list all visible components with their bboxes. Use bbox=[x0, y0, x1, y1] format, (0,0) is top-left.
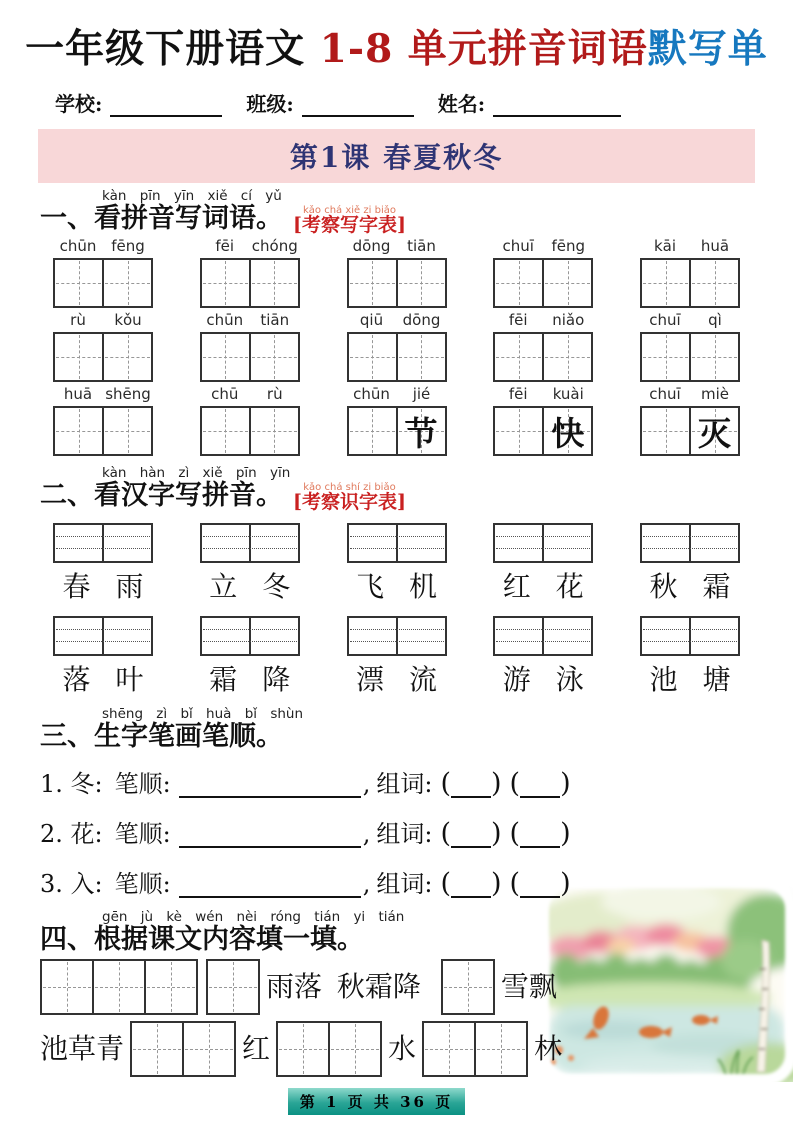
pinyin-grid-cell bbox=[495, 525, 542, 561]
word-building-label: 组词: bbox=[376, 820, 433, 848]
tianzige-box bbox=[347, 332, 447, 382]
lesson-banner: 第1课 春夏秋冬 bbox=[38, 129, 755, 183]
prefilled-character bbox=[691, 260, 738, 306]
pinyin-grid-cell bbox=[642, 618, 689, 654]
pinyin-syllable: tiān bbox=[407, 237, 436, 255]
tianzige-box bbox=[640, 332, 740, 382]
fill-in-text: 水 bbox=[388, 1032, 417, 1065]
pinyin-writing-grid bbox=[640, 523, 740, 563]
answer-blank-line bbox=[520, 846, 560, 848]
section1-tag bbox=[293, 206, 406, 235]
pinyin-label bbox=[493, 237, 593, 258]
stroke-order-label: 笔顺: bbox=[114, 870, 171, 898]
tianzige-cell bbox=[544, 408, 591, 454]
tianzige-cell bbox=[691, 334, 738, 380]
section2-title: 二、看汉字写拼音。 bbox=[40, 480, 283, 511]
pinyin-writing-grid bbox=[200, 523, 300, 563]
pinyin-grid-cell bbox=[542, 618, 591, 654]
paren-close: ) bbox=[560, 768, 571, 799]
hanzi-word: 立 冬 bbox=[209, 570, 291, 603]
section1-title: 一、看拼音写词语。 bbox=[40, 203, 283, 234]
pinyin-syllable: kuài bbox=[552, 385, 584, 403]
stroke-order-label: 笔顺: bbox=[114, 770, 171, 798]
tianzige-cell bbox=[476, 1023, 526, 1075]
section2-tag-pinyin: kǎo chá shí zi biǎo bbox=[303, 482, 396, 493]
section3-title: 三、生字笔画笔顺。 bbox=[40, 721, 283, 752]
school-label: 学校: bbox=[55, 92, 103, 116]
answer-blank-line bbox=[451, 796, 491, 798]
tianzige-box-2cell bbox=[422, 1021, 528, 1077]
hanzi-word: 落 叶 bbox=[62, 663, 144, 696]
paren-close: ) bbox=[491, 868, 502, 899]
pinyin-grid-cell bbox=[396, 618, 445, 654]
pinyin-syllable: chūn bbox=[59, 237, 97, 255]
pinyin-grid-cell bbox=[495, 618, 542, 654]
comma: , bbox=[362, 770, 371, 798]
class-blank-line bbox=[302, 94, 414, 117]
tianzige-cell bbox=[642, 334, 691, 380]
word-grid bbox=[640, 311, 740, 382]
answer-parentheses bbox=[510, 816, 571, 852]
fill-in-text: 雨落 秋霜降 bbox=[266, 970, 421, 1003]
pinyin-syllable: rù bbox=[266, 385, 283, 403]
pinyin-label bbox=[347, 237, 447, 258]
paren-open: ( bbox=[509, 818, 521, 849]
word-grid bbox=[347, 311, 447, 382]
hanzi-word-item bbox=[53, 616, 153, 697]
hanzi-word-item bbox=[53, 523, 153, 604]
tianzige-cell bbox=[55, 408, 104, 454]
answer-parentheses bbox=[440, 866, 501, 902]
paren-open: ( bbox=[440, 868, 451, 899]
stroke-order-item bbox=[40, 766, 753, 802]
word-grid bbox=[200, 311, 300, 382]
fill-in-row-1 bbox=[40, 959, 753, 1015]
pinyin-syllable: chuī bbox=[649, 385, 681, 403]
pinyin-syllable: miè bbox=[700, 385, 729, 403]
pinyin-syllable: niǎo bbox=[552, 311, 585, 329]
paren-open: ( bbox=[440, 818, 451, 849]
fill-in-text: 林 bbox=[534, 1032, 563, 1065]
title-blue: 默写单 bbox=[647, 26, 768, 72]
pinyin-grid-cell bbox=[689, 618, 738, 654]
tianzige-cell bbox=[398, 334, 445, 380]
tianzige-cell bbox=[398, 260, 445, 306]
prefilled-character: 快 bbox=[551, 413, 585, 453]
tianzige-cell bbox=[104, 334, 151, 380]
tianzige-cell bbox=[55, 334, 104, 380]
tianzige-box bbox=[347, 258, 447, 308]
hanzi-word-item bbox=[347, 616, 447, 697]
tianzige-cell bbox=[495, 334, 544, 380]
hanzi-word-item bbox=[347, 523, 447, 604]
tianzige-box bbox=[53, 258, 153, 308]
school-blank-line bbox=[110, 94, 222, 117]
tianzige-box bbox=[53, 332, 153, 382]
pinyin-grid-cell bbox=[249, 618, 298, 654]
tianzige-cell bbox=[104, 260, 151, 306]
tianzige-box bbox=[200, 258, 300, 308]
name-label: 姓名: bbox=[437, 92, 486, 116]
pinyin-grid-cell bbox=[102, 618, 151, 654]
paren-close: ) bbox=[491, 768, 502, 799]
tianzige-cell bbox=[642, 260, 691, 306]
pinyin-writing-grid bbox=[200, 616, 300, 656]
word-grid bbox=[200, 385, 300, 456]
pinyin-label bbox=[200, 237, 300, 258]
hanzi-word: 池 塘 bbox=[649, 663, 731, 696]
pinyin-syllable: jié bbox=[412, 385, 431, 403]
word-grid bbox=[200, 237, 300, 308]
prefilled-character: 节 bbox=[404, 413, 438, 453]
hanzi-word-row-1 bbox=[53, 523, 740, 604]
tianzige-cell bbox=[55, 260, 104, 306]
section4-pinyin: gēn jù kè wén nèi róng tián yi tián bbox=[102, 909, 405, 925]
word-grid bbox=[53, 311, 153, 382]
prefilled-character bbox=[251, 408, 298, 454]
prefilled-character bbox=[544, 334, 591, 380]
page-title bbox=[0, 18, 793, 74]
tianzige-box bbox=[53, 406, 153, 456]
pinyin-writing-grid bbox=[347, 523, 447, 563]
pinyin-grid-cell bbox=[202, 525, 249, 561]
section1-header bbox=[40, 189, 753, 234]
pinyin-syllable: chuī bbox=[649, 311, 681, 329]
fill-in-text: 池草青 bbox=[40, 1032, 125, 1065]
tianzige-cell bbox=[691, 408, 738, 454]
pinyin-syllable: qiū bbox=[359, 311, 384, 329]
pinyin-syllable: kǒu bbox=[114, 311, 142, 329]
fill-in-row-2 bbox=[40, 1021, 753, 1077]
tianzige-box-3cell bbox=[40, 959, 198, 1015]
hanzi-word: 春 雨 bbox=[62, 570, 144, 603]
comma: , bbox=[362, 820, 371, 848]
prefilled-character bbox=[251, 260, 298, 306]
pinyin-syllable: chūn bbox=[353, 385, 390, 403]
pinyin-label bbox=[640, 237, 740, 258]
pinyin-syllable: dōng bbox=[402, 311, 441, 329]
section4-title: 四、根据课文内容填一填。 bbox=[40, 924, 364, 955]
tianzige-box bbox=[493, 406, 593, 456]
word-grid bbox=[347, 237, 447, 308]
item-character-label: 3. 入: bbox=[40, 870, 103, 898]
tianzige-cell bbox=[251, 260, 298, 306]
pinyin-label bbox=[493, 311, 593, 332]
pinyin-label bbox=[640, 311, 740, 332]
pinyin-word-row-2 bbox=[53, 311, 740, 382]
answer-parentheses bbox=[510, 866, 571, 902]
pinyin-grid-cell bbox=[396, 525, 445, 561]
tianzige-box bbox=[200, 332, 300, 382]
word-grid bbox=[347, 385, 447, 456]
pinyin-grid-cell bbox=[102, 525, 151, 561]
pinyin-grid-cell bbox=[689, 525, 738, 561]
pinyin-syllable: fēng bbox=[551, 237, 586, 255]
section1-pinyin: kàn pīn yīn xiě cí yǔ bbox=[102, 188, 282, 204]
tianzige-box bbox=[493, 258, 593, 308]
paren-open: ( bbox=[509, 768, 521, 799]
section4-header bbox=[40, 910, 753, 955]
answer-blank-line bbox=[520, 896, 560, 898]
section2-tag bbox=[293, 483, 406, 512]
prefilled-character bbox=[251, 334, 298, 380]
section2-pinyin: kàn hàn zì xiě pīn yīn bbox=[102, 465, 291, 481]
pinyin-word-row-1 bbox=[53, 237, 740, 308]
pinyin-syllable: chuī bbox=[502, 237, 534, 255]
tianzige-cell bbox=[278, 1023, 330, 1075]
pinyin-label bbox=[53, 237, 153, 258]
prefilled-character bbox=[104, 260, 151, 306]
pinyin-syllable: shēng bbox=[105, 385, 151, 403]
pinyin-syllable: chóng bbox=[251, 237, 298, 255]
tianzige-cell bbox=[398, 408, 445, 454]
tianzige-cell bbox=[443, 961, 493, 1013]
paren-close: ) bbox=[560, 818, 571, 849]
pinyin-syllable: rù bbox=[70, 311, 86, 329]
pinyin-label bbox=[200, 311, 300, 332]
pinyin-syllable: fēng bbox=[111, 237, 145, 255]
stroke-order-blank-line bbox=[179, 796, 361, 798]
paren-close: ) bbox=[560, 868, 571, 899]
tianzige-cell bbox=[146, 961, 196, 1013]
pinyin-grid-cell bbox=[349, 618, 396, 654]
pinyin-grid-cell bbox=[349, 525, 396, 561]
pinyin-writing-grid bbox=[347, 616, 447, 656]
tianzige-box-2cell bbox=[130, 1021, 236, 1077]
stroke-order-label: 笔顺: bbox=[114, 820, 171, 848]
pinyin-syllable: huā bbox=[63, 385, 93, 403]
pinyin-syllable: kāi bbox=[653, 237, 677, 255]
stroke-order-item bbox=[40, 866, 753, 902]
tianzige-box bbox=[640, 258, 740, 308]
tianzige-cell bbox=[349, 408, 398, 454]
hanzi-word-item bbox=[640, 523, 740, 604]
fill-in-text: 雪飘 bbox=[500, 970, 557, 1003]
page-number: 第 1 页 共 36 页 bbox=[288, 1088, 465, 1115]
pinyin-syllable: fēi bbox=[215, 237, 235, 255]
title-red: 1-8 单元拼音词语 bbox=[319, 26, 648, 72]
tianzige-cell bbox=[349, 260, 398, 306]
tianzige-box-1cell bbox=[206, 959, 260, 1015]
hanzi-word-item bbox=[200, 523, 300, 604]
paren-open: ( bbox=[509, 868, 521, 899]
tianzige-cell bbox=[94, 961, 146, 1013]
pinyin-syllable: tiān bbox=[260, 311, 290, 329]
pinyin-word-row-3 bbox=[53, 385, 740, 456]
answer-blank-line bbox=[520, 796, 560, 798]
tianzige-cell bbox=[349, 334, 398, 380]
section1-tag-pinyin: kǎo chá xiě zi biǎo bbox=[303, 205, 396, 216]
prefilled-character bbox=[104, 408, 151, 454]
page-footer bbox=[0, 1088, 773, 1115]
item-character-label: 2. 花: bbox=[40, 820, 103, 848]
tianzige-cell bbox=[642, 408, 691, 454]
tianzige-box-1cell bbox=[441, 959, 495, 1015]
word-grid bbox=[493, 237, 593, 308]
hanzi-word: 飞 机 bbox=[356, 570, 437, 603]
fill-in-text: 红 bbox=[242, 1032, 271, 1065]
pinyin-syllable: chū bbox=[211, 385, 239, 403]
hanzi-word-item bbox=[493, 523, 593, 604]
item-character-label: 1. 冬: bbox=[40, 770, 103, 798]
pinyin-grid-cell bbox=[642, 525, 689, 561]
pinyin-label bbox=[347, 311, 447, 332]
prefilled-character bbox=[398, 260, 445, 306]
tianzige-cell bbox=[42, 961, 94, 1013]
tianzige-cell bbox=[202, 408, 251, 454]
pinyin-label bbox=[493, 385, 593, 406]
stroke-order-list bbox=[0, 766, 793, 902]
pinyin-label bbox=[640, 385, 740, 406]
word-grid bbox=[640, 385, 740, 456]
pinyin-label bbox=[200, 385, 300, 406]
pinyin-writing-grid bbox=[53, 523, 153, 563]
tianzige-box bbox=[200, 406, 300, 456]
section2-tag-text: [考察识字表] bbox=[293, 491, 406, 513]
section3-pinyin: shēng zì bǐ huà bǐ shùn bbox=[102, 706, 304, 722]
section1-tag-text: [考察写字表] bbox=[293, 214, 406, 236]
pinyin-syllable: fēi bbox=[508, 385, 528, 403]
pinyin-grid-cell bbox=[202, 618, 249, 654]
tianzige-cell bbox=[330, 1023, 380, 1075]
section2-header bbox=[40, 466, 753, 511]
pinyin-writing-grid bbox=[493, 523, 593, 563]
pinyin-grid-cell bbox=[55, 525, 102, 561]
comma: , bbox=[362, 870, 371, 898]
tianzige-cell bbox=[544, 334, 591, 380]
pinyin-writing-grid bbox=[493, 616, 593, 656]
answer-parentheses bbox=[440, 766, 501, 802]
tianzige-cell bbox=[691, 260, 738, 306]
prefilled-character: 灭 bbox=[698, 413, 731, 453]
tianzige-cell bbox=[424, 1023, 476, 1075]
pinyin-writing-grid bbox=[640, 616, 740, 656]
pinyin-label bbox=[53, 311, 153, 332]
stroke-order-blank-line bbox=[179, 846, 361, 848]
tianzige-cell bbox=[251, 408, 298, 454]
tianzige-cell bbox=[202, 334, 251, 380]
pinyin-writing-grid bbox=[53, 616, 153, 656]
tianzige-cell bbox=[208, 961, 258, 1013]
word-grid bbox=[53, 385, 153, 456]
tianzige-box bbox=[347, 406, 447, 456]
word-building-label: 组词: bbox=[376, 870, 433, 898]
pinyin-syllable: dōng bbox=[352, 237, 391, 255]
tianzige-cell bbox=[544, 260, 591, 306]
pinyin-syllable: chūn bbox=[206, 311, 244, 329]
tianzige-cell bbox=[495, 260, 544, 306]
pinyin-syllable: huā bbox=[700, 237, 730, 255]
tianzige-cell bbox=[104, 408, 151, 454]
hanzi-word-item bbox=[640, 616, 740, 697]
pinyin-label bbox=[53, 385, 153, 406]
word-grid bbox=[493, 311, 593, 382]
prefilled-character bbox=[691, 334, 738, 380]
tianzige-cell bbox=[251, 334, 298, 380]
stroke-order-blank-line bbox=[179, 896, 361, 898]
prefilled-character bbox=[104, 334, 151, 380]
word-grid bbox=[493, 385, 593, 456]
name-blank-line bbox=[493, 94, 621, 117]
pinyin-label bbox=[347, 385, 447, 406]
answer-parentheses bbox=[510, 766, 571, 802]
hanzi-word: 霜 降 bbox=[209, 663, 291, 696]
hanzi-word-item bbox=[200, 616, 300, 697]
class-label: 班级: bbox=[246, 92, 294, 116]
answer-parentheses bbox=[440, 816, 501, 852]
pinyin-grid-cell bbox=[542, 525, 591, 561]
prefilled-character bbox=[398, 334, 445, 380]
tianzige-box bbox=[493, 332, 593, 382]
pinyin-grid-cell bbox=[249, 525, 298, 561]
tianzige-cell bbox=[184, 1023, 234, 1075]
tianzige-box-2cell bbox=[276, 1021, 382, 1077]
hanzi-word: 漂 流 bbox=[356, 663, 437, 696]
prefilled-character bbox=[544, 260, 591, 306]
tianzige-cell bbox=[132, 1023, 184, 1075]
tianzige-cell bbox=[202, 260, 251, 306]
tianzige-cell bbox=[495, 408, 544, 454]
hanzi-word: 红 花 bbox=[502, 570, 584, 603]
hanzi-word-item bbox=[493, 616, 593, 697]
hanzi-word-row-2 bbox=[53, 616, 740, 697]
tianzige-box bbox=[640, 406, 740, 456]
title-black: 一年级下册语文 bbox=[25, 26, 320, 72]
word-grid bbox=[53, 237, 153, 308]
answer-blank-line bbox=[451, 896, 491, 898]
pinyin-syllable: fēi bbox=[508, 311, 528, 329]
word-building-label: 组词: bbox=[376, 770, 433, 798]
hanzi-word: 秋 霜 bbox=[649, 570, 731, 603]
hanzi-word: 游 泳 bbox=[502, 663, 584, 696]
pinyin-syllable: qì bbox=[708, 311, 722, 329]
student-info-row bbox=[55, 88, 738, 117]
paren-open: ( bbox=[440, 768, 451, 799]
section3-header bbox=[40, 707, 753, 752]
pinyin-grid-cell bbox=[55, 618, 102, 654]
paren-close: ) bbox=[491, 818, 502, 849]
answer-blank-line bbox=[451, 846, 491, 848]
stroke-order-item bbox=[40, 816, 753, 852]
word-grid bbox=[640, 237, 740, 308]
